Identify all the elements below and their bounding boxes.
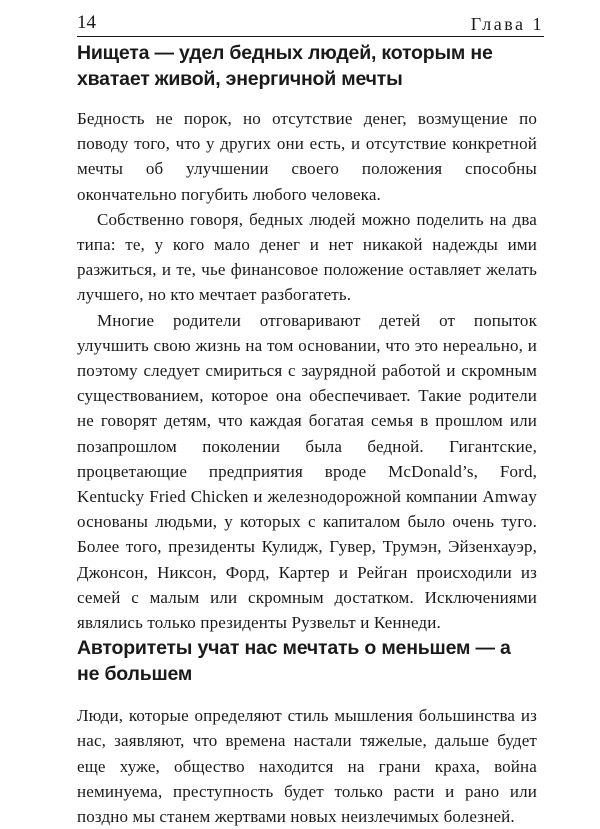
running-head [77, 12, 544, 38]
paragraph: Многие родители отговаривают детей от попыток улучшить свою жизнь на том основании, что это нереально, и поэтому следует смириться с заурядной работой и скромным существованием, которое она обеспечивает. Такие родители не говорят детям, что каждая богатая семья в прошлом или позапрошлом поколении была бедной. Гигантские, процветающие предприятия вроде McDonald’s, Ford, Kentucky Fried Chicken и железнодорожной компании Amway основаны людьми, у которых с капиталом было очень туго. Более того, президенты Кулидж, Гувер, Трумэн, Эйзенхауэр, Джонсон, Никсон, Форд, Картер и Рейган происходили из семей с малым или скромным достатком. Исключениями являлись только президенты Рузвельт и Кеннеди. [77, 310, 537, 633]
chapter-label: Глава 1 [470, 14, 544, 34]
section-heading-authorities: Авторитеты учат нас мечтать о меньшем — а не большем [77, 637, 511, 686]
header-divider [77, 36, 544, 37]
paragraph: Люди, которые определяют стиль мышления большинства из нас, заявляют, что времена настали тяжелые, дальше будет еще хуже, общество находится на грани краха, война неминуема, преступность будет только расти и рано или поздно мы станем жертвами новых неизлечимых болезней. [77, 706, 537, 827]
paragraph: Собственно говоря, бедных людей можно поделить на два типа: те, у кого мало денег и нет никакой надежды ими разжиться, и те, чье финансовое положение оставляет желать лучшего, но кто мечтает разбогатеть. [77, 209, 537, 305]
page-number: 14 [77, 12, 96, 33]
paragraph: Бедность не порок, но отсутствие денег, возмущение по поводу того, что у других они есть, и отсутствие конкретной мечты об улучшении своего положения способны окончательно погубить любого человека. [77, 109, 537, 204]
section-heading-poverty: Нищета — удел бедных людей, которым не хватает живой, энергичной мечты [77, 42, 493, 90]
page-body [77, 40, 537, 829]
